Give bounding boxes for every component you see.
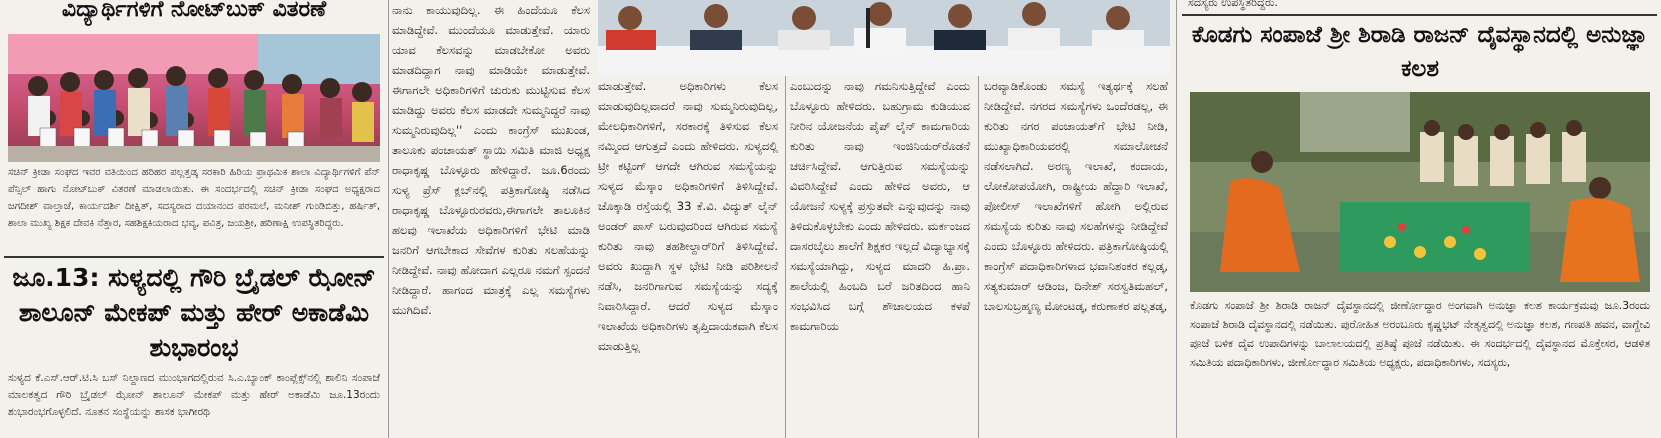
temple-photo-caption: ಕೊಡಗು ಸಂಪಾಜೆ ಶ್ರೀ ಶಿರಾಡಿ ರಾಜನ್ ದೈವಸ್ಥಾನದಲ್ಲಿ ಜೀರ್ಣೋದ್ಧಾರ ಅಂಗವಾಗಿ ಅನುಜ್ಞಾ ಕಲಶ ಕಾರ್ಯಕ್ರಮವು ಜೂ.3ರಂದು ಸಂಪಾಜೆ ಶಿರಾಡಿ ದೈವಸ್ಥಾನದಲ್ಲಿ ನಡೆಯಿತು. ಪುರೋಹಿತ ಅರಂಬೂರು ಕೃಷ್ಣಭಟ್ ನೇತೃತ್ವದಲ್ಲಿ ಅನುಜ್ಞಾ ಕಲಶ, ಗಣಪತಿ ಹವನ, ವಾಗ್ದೇವಿ ಪೂಜೆ ಬಳಿಕ ದೈವ ಉಪಾದಿಗಳನ್ನು ಬಾಲಾಲಯದಲ್ಲಿ ಪ್ರತಿಷ್ಠೆ ಪೂಜೆ ನಡೆಯಿತು. ಈ ಸಂದರ್ಭದಲ್ಲಿ ದೈವಸ್ಥಾನದ ಮೊಕ್ತೇಸರ, ಆಡಳಿತ ಸಮಿತಿಯ ಪದಾಧಿಕಾರಿಗಳು, ಜೀರ್ಣೋದ್ಧಾರ ಸಮಿತಿಯ ಅಧ್ಯಕ್ಷರು, ಪದಾಧಿಕಾರಿಗಳು, ಸದಸ್ಯರು, [1190, 299, 1650, 369]
story-divider [1182, 14, 1657, 16]
students-group-photo [8, 34, 380, 162]
temple-ritual-photo [1190, 92, 1650, 292]
temple-ritual-illustration [1190, 92, 1650, 292]
column-rule [388, 0, 389, 438]
column-rule [785, 76, 786, 438]
headline-shiradi-temple: ಕೊಡಗು ಸಂಪಾಜೆ ಶ್ರೀ ಶಿರಾಡಿ ರಾಜನ್ ದೈವಸ್ಥಾನದಲ್ಲಿ ಅನುಜ್ಞಾ ಕಲಶ [1191, 22, 1649, 82]
bridal-academy-body: ಸುಳ್ಯದ ಕೆ.ಎಸ್.ಆರ್.ಟಿ.ಸಿ ಬಸ್ ನಿಲ್ದಾಣದ ಮುಂಭಾಗದಲ್ಲಿರುವ ಸಿ.ಎ.ಬ್ಯಾಂಕ್ ಕಾಂಪ್ಲೆಕ್ಸ್‌ನಲ್ಲಿ ಶಾಲಿನಿ ಸಂಪಾಜೆ ಮಾಲಕತ್ವದ ಗೌರಿ ಬ್ರೈಡಲ್ ಝೋನ್ ಶಾಲೂನ್ ಮೇಕಪ್ ಮತ್ತು ಹೇರ್ ಅಕಾಡೆಮಿ ಜೂ.13ರಂದು ಶುಭಾರಂಭಗೊಳ್ಳಲಿದೆ. ನೂತನ ಸಂಸ್ಥೆಯನ್ನು ಶಾಸಕ ಭಾಗೀರಥಿ [8, 372, 380, 418]
column-b [392, 0, 592, 438]
notebook-photo-caption: ಸಚಿನ್ ಕ್ರೀಡಾ ಸಂಘದ ಇವರ ವತಿಯಿಂದ ಹರಿಹರ ಪಲ್ಲತ್ತಡ್ಕ ಸರಕಾರಿ ಹಿರಿಯ ಪ್ರಾಥಮಿಕ ಶಾಲಾ ವಿದ್ಯಾರ್ಥಿಗಳಿಗೆ ಪೆನ್ ಪೆನ್ಸಿಲ್ ಹಾಗು ನೋಟ್‌ಬುಕ್ ವಿತರಣೆ ಮಾಡಲಾಯಿತು. ಈ ಸಂದರ್ಭದಲ್ಲಿ ಸಚಿನ್ ಕ್ರೀಡಾ ಸಂಘದ ಅಧ್ಯಕ್ಷರಾದ ಜಗದೀಶ್ ವಾಲ್ತಾಜೆ, ಕಾರ್ಯದರ್ಶಿ ದೀಕ್ಷಿತ್, ಸದಸ್ಯರಾದ ದಯಾನಂದ ಪರಮಲೆ, ಮನೀಶ್ ಗುಂಡಿಬಿತ್ತು, ಹರ್ಷಿತ್, ಶಾಲಾ ಮುಖ್ಯ ಶಿಕ್ಷಕ ದೇವಕಿ ನೆತ್ತಾರ, ಸಹಶಿಕ್ಷಕಿಯರಾದ ಭವ್ಯ, ಪವಿತ್ರ, ಜಯಶ್ರೀ, ಹರಿಣಾಕ್ಷಿ ಉಪಸ್ಥಿತರಿದ್ದರು. [8, 167, 380, 229]
headline-notebook-distribution: ವಿದ್ಯಾರ್ಥಿಗಳಿಗೆ ನೋಟ್‌ಬುಕ್ ವಿತರಣೆ [61, 0, 327, 22]
column-f-top-snippet: ಸದಸ್ಯರು ಉಪಸ್ಥಿತರಿದ್ದರು. [1188, 0, 1278, 9]
press-meet-illustration [598, 0, 1170, 76]
column-d-body: ಎಂಬುದನ್ನು ನಾವು ಗಮನಿಸುತ್ತಿದ್ದೇವೆ ಎಂದು ಬೊಳ್ಳೂರು ಹೇಳಿದರು. ಬಹುಗ್ರಾಮ ಕುಡಿಯುವ ನೀರಿನ ಯೋಜನೆಯ ಪೈಪ್ ಲೈನ್ ಕಾಮಗಾರಿಯ ಕುರಿತು ನಾವು ಇಂಜಿನಿಯರ್‌ರೊಡನೆ ಚರ್ಚಿಸಿದ್ದೇವೆ. ಆಗುತ್ತಿರುವ ಸಮಸ್ಯೆಯನ್ನು ವಿವರಿಸಿದ್ದೇವೆ ಎಂದು ಹೇಳಿದ ಅವರು, ಆ ಯೋಜನೆ ಸುಳ್ಯಕ್ಕೆ ಪ್ರಸ್ತುತವೇ ಎನ್ನುವುದನ್ನು ನಾವು ತಿಳಿದುಕೊಳ್ಳಬೇಕು ಎಂದು ಹೇಳಿದರು. ಮರ್ಕಂಜದ ದಾಸರಬೈಲು ಶಾಲೆಗೆ ಶಿಕ್ಷಕರ ಇಲ್ಲದೆ ವಿದ್ಯಾಭ್ಯಾಸಕ್ಕೆ ಸಮಸ್ಯೆಯಾಗಿದ್ದು, ಸುಳ್ಯದ ಮಾದರಿ ಹಿ.ಪ್ರಾ. ಶಾಲೆಯಲ್ಲಿ ಹಿಂಬದಿ ಬರೆ ಜರಿತದಿಂದ ಹಾನಿ ಸಂಭವಿಸಿದ ಬಗ್ಗೆ ಶೌಚಾಲಯದ ಕಳಪೆ ಕಾಮಗಾರಿಯ [790, 79, 970, 333]
column-rule [1176, 0, 1177, 438]
column-c-body: ಮಾಡುತ್ತೇವೆ. ಅಧಿಕಾರಿಗಳು ಕೆಲಸ ಮಾಡುವುದಿಲ್ಲವಾದರೆ ನಾವು ಸುಮ್ಮನಿರುವುದಿಲ್ಲ, ಮೇಲಧಿಕಾರಿಗಳಿಗೆ, ಸರಕಾರಕ್ಕೆ ತಿಳಿಸುವ ಕೆಲಸ ನಮ್ಮಿಂದ ಆಗುತ್ತದೆ ಎಂದು ಹೇಳಿದರು. ಸುಳ್ಯದಲ್ಲಿ ಟ್ರೀ ಕಟ್ಟಿಂಗ್ ಆಗದೇ ಆಗಿರುವ ಸಮಸ್ಯೆಯನ್ನು ಸುಳ್ಯದ ಮೆಸ್ಕಾಂ ಅಧಿಕಾರಿಗಳಿಗೆ ತಿಳಿಸಿದ್ದೇವೆ. ಚೊಕ್ಕಾಡಿ ರಸ್ತೆಯಲ್ಲಿ 33 ಕೆ.ವಿ. ವಿದ್ಯುತ್ ಲೈನ್ ಅಂಡರ್ ಪಾಸ್ ಬರುವುದರಿಂದ ಆಗಿರುವ ಸಮಸ್ಯೆ ಕುರಿತು ನಾವು ತಹಶೀಲ್ದಾರ್‌ರಿಗೆ ತಿಳಿಸಿದ್ದೇವೆ. ಅವರು ಖುದ್ದಾಗಿ ಸ್ಥಳ ಭೇಟಿ ನೀಡಿ ಪರಿಶೀಲನೆ ನಡೆಸಿ, ಜನರಿಗಾಗುವ ಸಮಸ್ಯೆಯನ್ನು ಸದ್ಯಕ್ಕೆ ನಿವಾರಿಸಿದ್ದಾರೆ. ಆದರೆ ಸುಳ್ಯದ ಮೆಸ್ಕಾಂ ಇಲಾಖೆಯ ಅಧಿಕಾರಿಗಳು ತೃಪ್ತಿದಾಯಕವಾಗಿ ಕೆಲಸ ಮಾಡುತ್ತಿಲ್ಲ [598, 79, 778, 353]
column-e [984, 76, 1170, 438]
column-e-body: ಬರವ್ಯಾಡಿಕೊಂಡು ಸಮಸ್ಯೆ ಇತ್ಯರ್ಥಕ್ಕೆ ಸಲಹೆ ನೀಡಿದ್ದೇವೆ. ನಗರದ ಸಮಸ್ಯೆಗಳು ಒಂದೆರಡಲ್ಲ, ಈ ಕುರಿತು ನಗರ ಪಂಚಾಯತ್‌ಗೆ ಭೇಟಿ ನೀಡಿ, ಮುಖ್ಯಾಧಿಕಾರಿಯವರಲ್ಲಿ ಸಮಾಲೋಚನೆ ನಡೆಸಲಾಗಿದೆ. ಅರಣ್ಯ ಇಲಾಖೆ, ಕಂದಾಯ, ಲೋಕೋಪಯೋಗಿ, ರಾಷ್ಟ್ರೀಯ ಹೆದ್ದಾರಿ ಇಲಾಖೆ, ಪೋಲೀಸ್ ಇಲಾಖೆಗಳಿಗೆ ಹೋಗಿ ಅಲ್ಲಿರುವ ಸಮಸ್ಯೆಯ ಕುರಿತು ನಾವು ಸಲಹೆಗಳನ್ನು ನೀಡಿದ್ದೇವೆ ಎಂದು ಬೊಳ್ಳೂರು ಹೇಳಿದರು. ಪತ್ರಿಕಾಗೋಷ್ಠಿಯಲ್ಲಿ ಕಾಂಗ್ರೆಸ್ ಪದಾಧಿಕಾರಿಗಳಾದ ಭವಾನಿಶಂಕರ ಕಲ್ಲಡ್ಕ, ಸತ್ಯಕುಮಾರ್ ಆಡಿಂಜ, ದಿನೇಶ್ ಸರಸ್ವತಿಮಹಲ್, ಬಾಲಸುಬ್ರಹ್ಮಣ್ಯ ಮೋಂಟಡ್ಕ, ಕರುಣಾಕರ ಪಲ್ಲತಡ್ಕ, [984, 79, 1168, 313]
column-c [598, 76, 780, 438]
press-meet-photo [598, 0, 1170, 76]
column-rule [978, 76, 979, 438]
students-group-illustration [8, 34, 380, 162]
column-d [790, 76, 972, 438]
column-f [1182, 0, 1659, 438]
story-divider [4, 256, 384, 258]
column-b-body: ನಾನು ಕಾಯುವುದಿಲ್ಲ. ಈ ಹಿಂದೆಯೂ ಕೆಲಸ ಮಾಡಿದ್ದೇವೆ. ಮುಂದೆಯೂ ಮಾಡುತ್ತೇವೆ. ಯಾರು ಯಾವ ಕೆಲಸವನ್ನು ಮಾಡಬೇಕೋ ಅವರು ಮಾಡದಿದ್ದಾಗ ನಾವು ಮಾಡಿಯೇ ಮಾಡುತ್ತೇವೆ. ಈಗಾಗಲೇ ಅಧಿಕಾರಿಗಳಿಗೆ ಚುರುಕು ಮುಟ್ಟಿಸುವ ಕೆಲಸ ಮಾಡಿದ್ದು ಅವರು ಕೆಲಸ ಮಾಡದೇ ಸುಮ್ಮನಿದ್ದರೆ ನಾವು ಸುಮ್ಮನಿರುವುದಿಲ್ಲ'' ಎಂದು ಕಾಂಗ್ರೆಸ್ ಮುಖಂಡ, ತಾಲೂಕು ಪಂಚಾಯತ್ ಸ್ಥಾಯಿ ಸಮಿತಿ ಮಾಜಿ ಅಧ್ಯಕ್ಷ ರಾಧಾಕೃಷ್ಣ ಬೊಳ್ಳೂರು ಹೇಳಿದ್ದಾರೆ. ಜೂ.6ರಂದು ಸುಳ್ಯ ಪ್ರೆಸ್ ಕ್ಲಬ್‌ನಲ್ಲಿ ಪತ್ರಿಕಾಗೋಷ್ಠಿ ನಡೆಸಿದ ರಾಧಾಕೃಷ್ಣ ಬೊಳ್ಳೂರುರವರು,ಈಗಾಗಲೇ ತಾಲೂಕಿನ ಹಲವು ಇಲಾಖೆಯ ಅಧಿಕಾರಿಗಳಿಗೆ ಭೇಟಿ ಮಾಡಿ ಜನರಿಗೆ ಆಗಬೇಕಾದ ಸೇವೆಗಳ ಕುರಿತು ಸಲಹೆಯನ್ನು ನೀಡಿದ್ದೇವೆ. ನಾವು ಹೋದಾಗ ಎಲ್ಲರೂ ನಮಗೆ ಸ್ಪಂದನೆ ನೀಡಿದ್ದಾರೆ. ಹಾಗಂದ ಮಾತ್ರಕ್ಕೆ ಎಲ್ಲ ಸಮಸ್ಯೆಗಳು ಮುಗಿದಿವೆ. [392, 3, 590, 317]
headline-bridal-academy: ಜೂ.13: ಸುಳ್ಯದಲ್ಲಿ ಗೌರಿ ಬ್ರೈಡಲ್ ಝೋನ್ ಶಾಲೂನ್ ಮೇಕಪ್ ಮತ್ತು ಹೇರ್ ಅಕಾಡೆಮಿ ಶುಭಾರಂಭ [12, 263, 376, 362]
column-a [0, 0, 386, 438]
